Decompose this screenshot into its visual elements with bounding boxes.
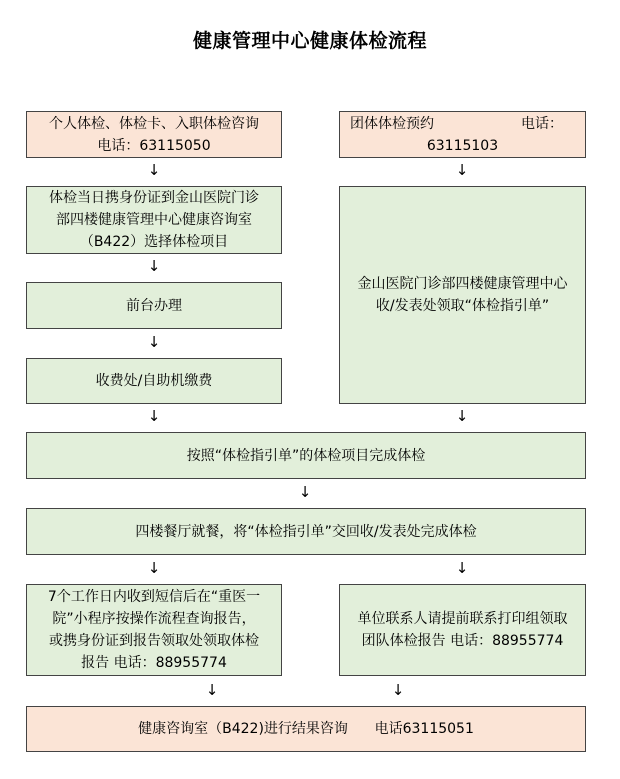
checkin-line-3: （B422）选择体检项目: [79, 234, 229, 250]
arrow-down-icon: ↓: [147, 257, 161, 275]
meal-return-label: 四楼餐厅就餐，将“体检指引单”交回收/发表处完成体检: [135, 523, 477, 540]
page-title: 健康管理中心健康体检流程: [192, 30, 427, 52]
group-guide-line-2: 收/发表处领取“体检指引单”: [375, 298, 550, 314]
personal-report-line-2: 院”小程序按操作流程查询报告，: [52, 611, 256, 627]
group-booking-box: [339, 111, 586, 158]
group-guide-line-1: 金山医院门诊部四楼健康管理中心: [357, 276, 568, 292]
personal-report-line-4: 报告 电话：88955774: [81, 655, 227, 671]
checkin-box: [26, 186, 282, 254]
complete-exam-box: [26, 432, 586, 479]
checkin-line-2: 部四楼健康管理中心健康咨询室: [56, 212, 252, 228]
front-desk-label: 前台办理: [126, 297, 182, 314]
group-booking-phone: 63115103: [426, 137, 499, 154]
front-desk-box: [26, 282, 282, 329]
arrow-down-icon: ↓: [455, 161, 469, 179]
arrow-down-icon: ↓: [147, 161, 161, 179]
arrow-down-icon: ↓: [455, 407, 469, 425]
arrow-down-icon: ↓: [147, 333, 161, 351]
group-guide-box: [339, 186, 586, 404]
result-consult-box: [26, 706, 586, 752]
checkin-line-1: 体检当日携身份证到金山医院门诊: [49, 190, 259, 206]
arrow-down-icon: ↓: [298, 483, 312, 501]
arrow-down-icon: ↓: [147, 407, 161, 425]
arrow-down-icon: ↓: [391, 681, 405, 699]
arrow-down-icon: ↓: [205, 681, 219, 699]
arrow-down-icon: ↓: [147, 559, 161, 577]
arrow-down-icon: ↓: [455, 559, 469, 577]
individual-consult-box: [26, 111, 282, 158]
individual-consult-phone: 电话：63115050: [97, 137, 211, 154]
group-booking-label: 团体体检预约: [350, 115, 434, 132]
group-booking-phone-label: 电话：: [521, 115, 563, 132]
group-report-line-2: 团队体检报告 电话：88955774: [361, 633, 564, 649]
individual-consult-label: 个人体检、体检卡、入职体检咨询: [49, 115, 259, 132]
complete-exam-label: 按照“体检指引单”的体检项目完成体检: [186, 447, 426, 464]
personal-report-line-1: 7个工作日内收到短信后在“重医一: [47, 589, 261, 605]
meal-return-box: [26, 508, 586, 555]
result-consult-label: 健康咨询室（B422)进行结果咨询 电话63115051: [138, 721, 474, 737]
payment-box: [26, 358, 282, 404]
group-report-box: [339, 584, 586, 676]
personal-report-box: [26, 584, 282, 676]
group-report-line-1: 单位联系人请提前联系打印组领取: [357, 611, 568, 627]
personal-report-line-3: 或携身份证到报告领取处领取体检: [49, 633, 259, 649]
payment-label: 收费处/自助机缴费: [95, 373, 213, 389]
